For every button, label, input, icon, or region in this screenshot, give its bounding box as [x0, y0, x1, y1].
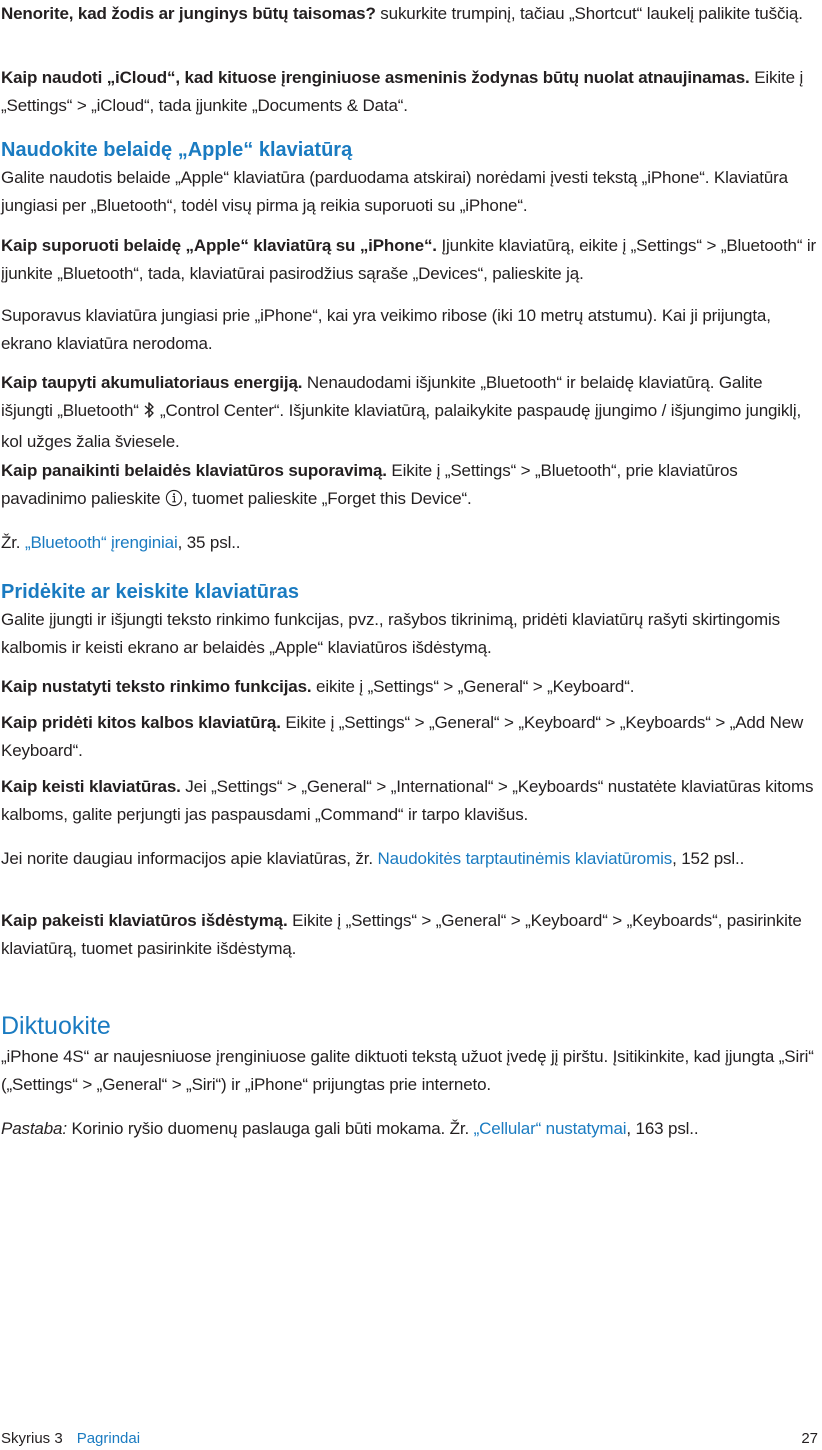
- paragraph-dictate-intro: „iPhone 4S“ ar naujesniuose įrenginiuose galite diktuoti tekstą užuot įvedę jį pirštu. Įsitikinkite, kad įjungta „Siri“ („Settings“ > „General“ > „Siri“) ir „iPhone“ prijungtas prie interneto.: [1, 1047, 814, 1094]
- note-label: Pastaba:: [1, 1119, 67, 1138]
- paragraph-add-keyboard: [1, 709, 817, 765]
- paragraph-text: Eikite į „Settings“ > „iCloud“, tada įjunkite „Documents & Data“.: [1, 68, 804, 115]
- paragraph-unpair: [1, 457, 817, 516]
- see-suffix: , 152 psl..: [672, 849, 745, 868]
- chapter-label: Skyrius 3: [1, 1430, 63, 1447]
- heading-wireless-keyboard: Naudokite belaidę „Apple“ klaviatūrą: [1, 139, 353, 161]
- section-name: Pagrindai: [76, 1430, 141, 1447]
- paragraph-text: Korinio ryšio duomenų paslauga gali būti mokama. Žr.: [66, 1119, 474, 1138]
- heading-add-keyboards: Pridėkite ar keiskite klaviatūras: [1, 581, 299, 603]
- paragraph-note: [1, 1115, 817, 1143]
- page-number: 27: [801, 1430, 818, 1447]
- paragraph-text: Jei „Settings“ > „General“ > „International“ > „Keyboards“ nustatėte klaviatūras kitoms kalboms, galite perjungti jas paspausdami „Command“ ir tarpo klavišus.: [1, 777, 814, 824]
- paragraph-wireless-intro: Galite naudotis belaide „Apple“ klaviatūra (parduodama atskirai) norėdami įvesti tekstą „iPhone“. Klaviatūra jungiasi per „Bluetooth“, todėl visų pirma ją reikia suporuoti su „iPhone“.: [1, 168, 788, 215]
- see-prefix: Jei norite daugiau informacijos apie klaviatūras, žr.: [1, 849, 378, 868]
- paragraph-keyboards-intro: Galite įjungti ir išjungti teksto rinkimo funkcijas, pvz., rašybos tikrinimą, pridėti klaviatūrų rašyti skirtingomis kalbomis ir keisti ekrano ar belaidės „Apple“ klaviatūros išdėstymą.: [1, 610, 781, 657]
- bluetooth-icon: [143, 400, 155, 428]
- see-suffix: , 35 psl..: [177, 533, 241, 552]
- link-international-keyboards[interactable]: Naudokitės tarptautinėmis klaviatūromis: [377, 849, 673, 868]
- bold-lead: Kaip taupyti akumuliatoriaus energiją.: [1, 373, 303, 392]
- paragraph-text: „Control Center“. Išjunkite klaviatūrą, palaikykite paspaudę įjungimo / išjungimo jungiklį, kol užges žalia šviesele.: [1, 401, 802, 451]
- paragraph-change-layout: [1, 907, 817, 963]
- paragraph-icloud: [1, 64, 817, 120]
- bold-lead: Kaip pakeisti klaviatūros išdėstymą.: [1, 911, 288, 930]
- see-also-bluetooth: [1, 529, 817, 557]
- paragraph-switch-keyboards: [1, 773, 817, 829]
- paragraph-pair: [1, 232, 817, 288]
- heading-dictate: Diktuokite: [1, 1012, 111, 1040]
- link-cellular-settings[interactable]: „Cellular“ nustatymai: [473, 1119, 627, 1138]
- paragraph-text: eikite į „Settings“ > „General“ > „Keyboard“.: [311, 677, 635, 696]
- bold-lead: Kaip naudoti „iCloud“, kad kituose įrenginiuose asmeninis žodynas būtų nuolat atnaujinamas.: [1, 68, 750, 87]
- paragraph-typing-features: [1, 673, 817, 701]
- paragraph-text: sukurkite trumpinį, tačiau „Shortcut“ laukelį palikite tuščią.: [375, 4, 803, 23]
- paragraph-battery: [1, 369, 817, 456]
- bold-lead: Kaip nustatyti teksto rinkimo funkcijas.: [1, 677, 312, 696]
- bold-lead: Nenorite, kad žodis ar junginys būtų taisomas?: [1, 4, 376, 23]
- paragraph-text: Įjunkite klaviatūrą, eikite į „Settings“ > „Bluetooth“ ir įjunkite „Bluetooth“, tada, klaviatūrai pasirodžius sąraše „Devices“, palieskite ją.: [1, 236, 817, 283]
- footer-left: [1, 1428, 140, 1450]
- link-bluetooth-devices[interactable]: „Bluetooth“ įrenginiai: [24, 533, 178, 552]
- see-suffix: , 163 psl..: [626, 1119, 699, 1138]
- paragraph-text: Eikite į „Settings“ > „General“ > „Keyboard“ > „Keyboards“, pasirinkite klaviatūrą, tuomet pasirinkite išdėstymą.: [1, 911, 802, 958]
- bold-lead: Kaip pridėti kitos kalbos klaviatūrą.: [1, 713, 281, 732]
- page-footer: [1, 1428, 818, 1450]
- bold-lead: Kaip suporuoti belaidę „Apple“ klaviatūrą su „iPhone“.: [1, 236, 437, 255]
- paragraph-text: Nenaudodami išjunkite „Bluetooth“ ir belaidę klaviatūrą. Galite išjungti „Bluetooth“: [1, 373, 763, 420]
- info-icon: [165, 488, 183, 516]
- paragraph-paired: Suporavus klaviatūra jungiasi prie „iPhone“, kai yra veikimo ribose (iki 10 metrų atstumu). Kai ji prijungta, ekrano klaviatūra nerodoma.: [1, 306, 771, 353]
- paragraph-text: Eikite į „Settings“ > „General“ > „Keyboard“ > „Keyboards“ > „Add New Keyboard“.: [1, 713, 804, 760]
- paragraph-no-autocorrect: [1, 0, 817, 28]
- paragraph-text: , tuomet palieskite „Forget this Device“.: [182, 489, 472, 508]
- bold-lead: Kaip panaikinti belaidės klaviatūros suporavimą.: [1, 461, 387, 480]
- bold-lead: Kaip keisti klaviatūras.: [1, 777, 181, 796]
- see-prefix: Žr.: [1, 533, 25, 552]
- paragraph-text: Eikite į „Settings“ > „Bluetooth“, prie klaviatūros pavadinimo palieskite: [1, 461, 738, 508]
- see-also-international: [1, 845, 817, 873]
